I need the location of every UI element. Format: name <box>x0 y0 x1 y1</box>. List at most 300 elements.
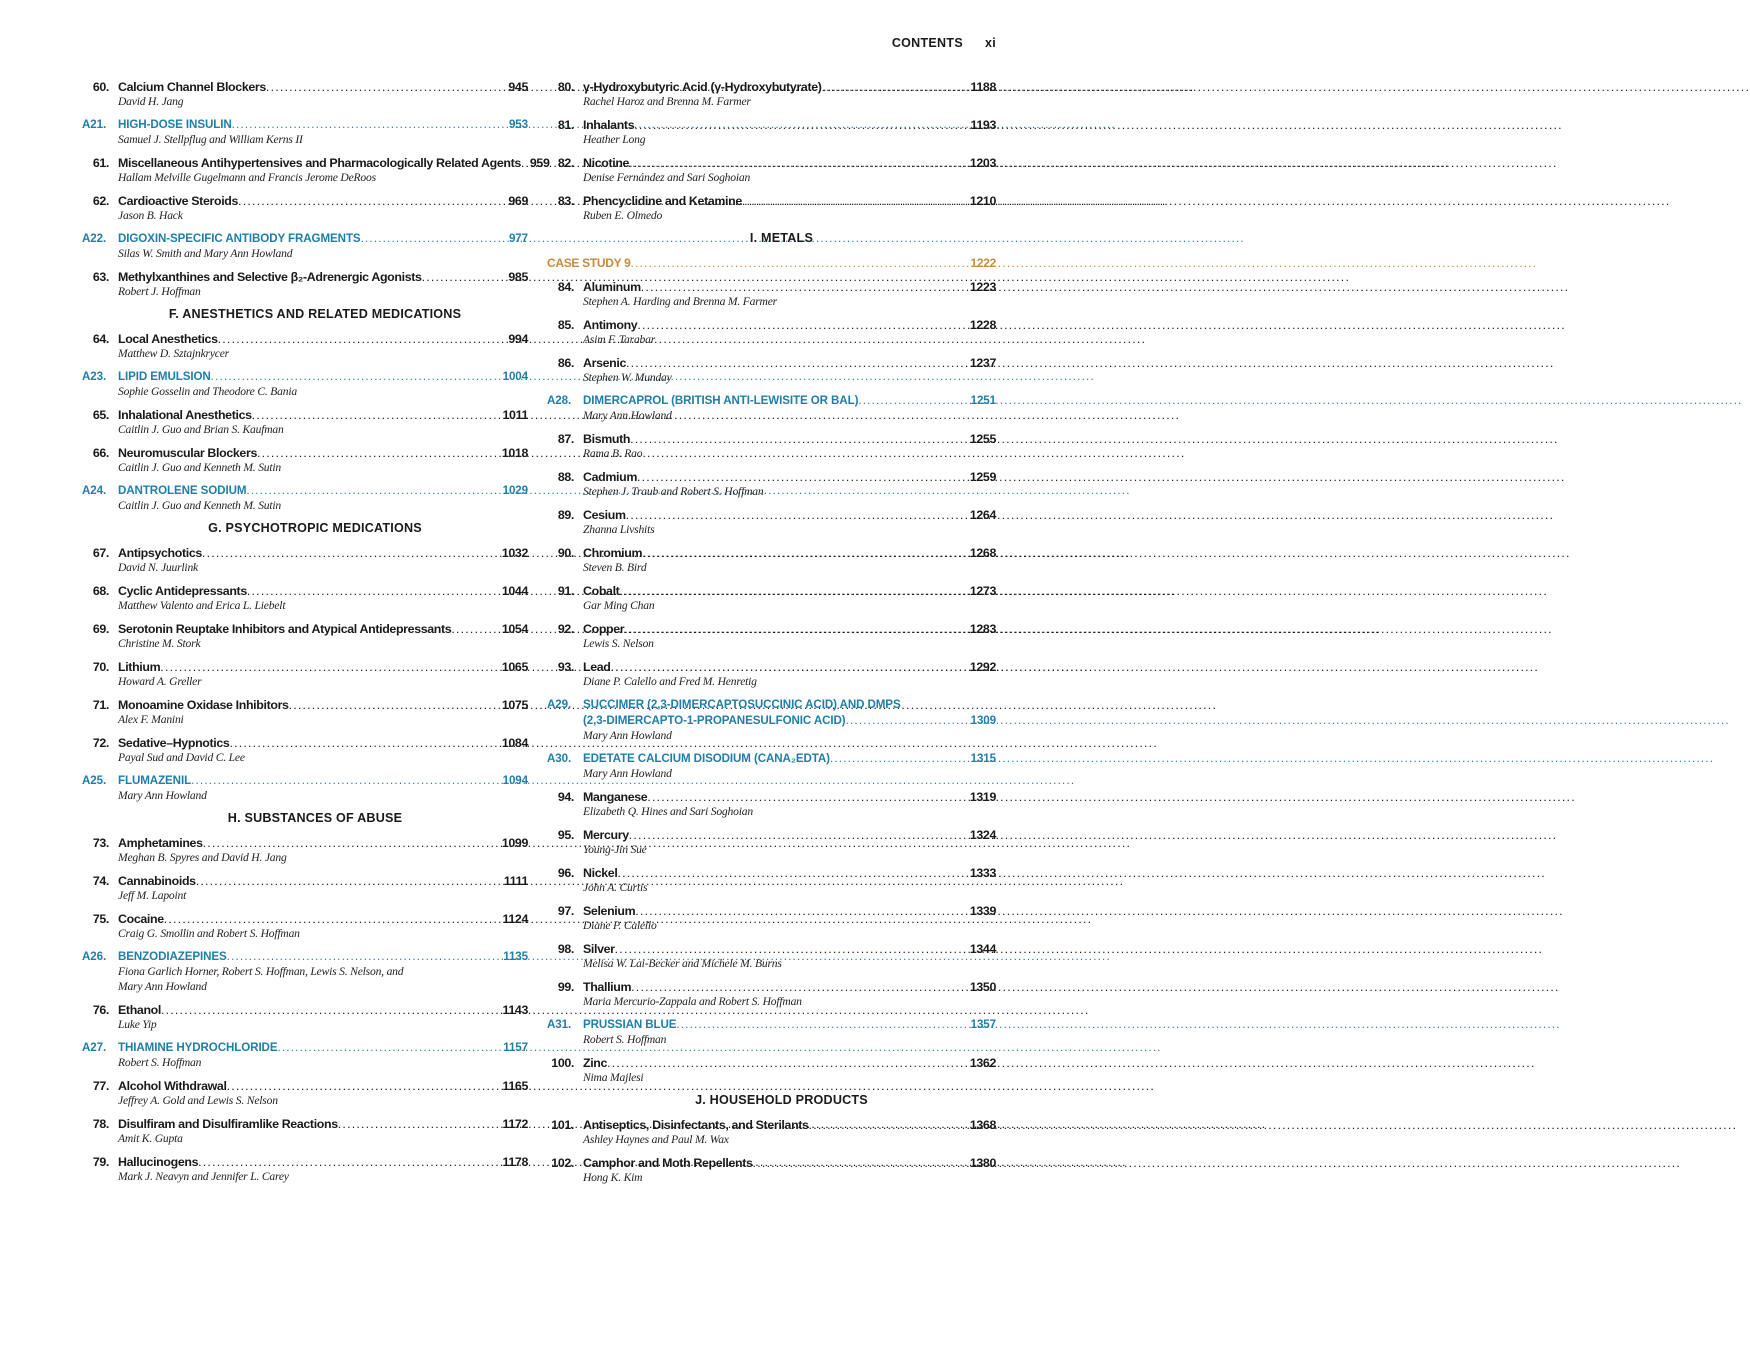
chapter-number: 60. <box>92 80 109 94</box>
chapter-title: Lithium <box>118 660 161 674</box>
toc-entry-line <box>547 1117 996 1133</box>
chapter-authors <box>583 881 996 896</box>
toc-chapter-entry[interactable] <box>82 659 528 690</box>
toc-entry-line <box>547 1055 996 1071</box>
page-number-ref: 959 <box>529 156 550 170</box>
leader-dots <box>338 1116 502 1132</box>
toc-antidote-entry[interactable] <box>547 751 996 782</box>
chapter-title: Mercury <box>583 827 629 842</box>
toc-antidote-entry[interactable] <box>82 773 528 804</box>
author-line: Maria Mercurio-Zappala and Robert S. Hoffman <box>583 994 802 1008</box>
chapter-title: Cadmium <box>583 469 638 484</box>
toc-entry-line <box>82 697 528 713</box>
toc-entry-line <box>82 949 528 965</box>
chapter-authors <box>583 767 996 782</box>
author-line: Diane P. Calello <box>583 918 657 932</box>
chapter-title: PRUSSIAN BLUE <box>583 1017 677 1031</box>
author-line: Robert S. Hoffman <box>583 1032 667 1046</box>
toc-entry-line <box>82 835 528 851</box>
page-number-ref: 1344 <box>969 941 996 956</box>
chapter-authors <box>118 385 528 400</box>
chapter-number: A24. <box>82 484 107 497</box>
author-line: Craig G. Smollin and Robert S. Hoffman <box>118 927 300 940</box>
chapter-authors <box>118 599 528 614</box>
chapter-authors <box>118 247 528 262</box>
chapter-number: A31. <box>547 1017 572 1031</box>
section-heading: G. PSYCHOTROPIC MEDICATIONS <box>208 521 422 535</box>
page-number-ref: 1135 <box>503 950 528 963</box>
toc-entry-line <box>82 369 528 385</box>
author-line: Steven B. Bird <box>583 560 647 574</box>
toc-entry-line <box>547 979 996 995</box>
chapter-authors <box>583 333 996 348</box>
page-number-ref: 1339 <box>969 903 996 918</box>
toc-chapter-entry[interactable] <box>82 873 528 904</box>
leader-dots <box>218 331 508 347</box>
toc-entry-line <box>547 789 996 805</box>
toc-entry-line <box>82 735 528 751</box>
toc-entry-line <box>547 621 996 637</box>
author-line: Amit K. Gupta <box>118 1131 183 1145</box>
toc-antidote-entry[interactable] <box>82 369 528 400</box>
toc-entry-line <box>583 713 996 729</box>
toc-case-study[interactable] <box>547 255 996 271</box>
toc-chapter-entry[interactable] <box>547 507 996 538</box>
leader-dots <box>227 949 503 965</box>
chapter-number: 79. <box>92 1154 109 1169</box>
toc-antidote-entry[interactable] <box>547 1017 996 1048</box>
chapter-authors <box>583 637 996 652</box>
leader-dots <box>642 545 969 561</box>
chapter-title: Cesium <box>583 507 626 522</box>
chapter-number: 74. <box>92 874 109 888</box>
leader-dots <box>247 583 501 599</box>
toc-chapter-entry[interactable] <box>547 117 996 148</box>
toc-chapter-entry[interactable] <box>547 1117 996 1148</box>
author-line: Young-Jin Sue <box>583 842 647 856</box>
page-number-ref: 1264 <box>969 507 996 522</box>
chapter-title: Disulfiram and Disulfiramlike Reactions <box>118 1116 338 1131</box>
toc-entry-line <box>547 827 996 843</box>
chapter-authors <box>118 789 528 804</box>
chapter-title: Thallium <box>583 979 632 994</box>
toc-chapter-entry[interactable] <box>547 317 996 348</box>
toc-antidote-entry[interactable] <box>82 483 528 514</box>
toc-chapter-entry[interactable] <box>547 193 996 224</box>
chapter-number: 96. <box>557 865 574 880</box>
chapter-authors <box>118 889 528 904</box>
chapter-title: Local Anesthetics <box>118 332 218 346</box>
section-heading: F. ANESTHETICS AND RELATED MEDICATIONS <box>168 307 462 321</box>
chapter-number: 99. <box>557 979 574 994</box>
toc-chapter-entry[interactable] <box>82 1116 528 1147</box>
leader-dots <box>211 369 502 385</box>
toc-entry-line <box>547 583 996 599</box>
chapter-number: 89. <box>557 507 574 522</box>
toc-chapter-entry[interactable] <box>82 835 528 866</box>
author-line: Heather Long <box>583 133 646 146</box>
page-number-ref: 1362 <box>969 1055 996 1070</box>
leader-dots <box>641 279 969 295</box>
chapter-authors <box>583 805 996 820</box>
chapter-authors <box>118 1170 528 1185</box>
leader-dots <box>252 407 502 423</box>
author-line: Rama B. Rao <box>583 446 643 460</box>
toc-chapter-entry[interactable] <box>547 659 996 690</box>
page-number-ref: 945 <box>508 80 528 94</box>
chapter-authors <box>583 209 996 224</box>
chapter-title: Phencyclidine and Ketamine <box>583 194 742 208</box>
chapter-authors <box>118 1018 528 1033</box>
chapter-authors <box>118 965 528 994</box>
chapter-number: A23. <box>82 370 107 383</box>
leader-dots <box>196 873 503 889</box>
toc-entry-line <box>82 911 528 927</box>
chapter-title: THIAMINE HYDROCHLORIDE <box>118 1040 278 1054</box>
leader-dots <box>246 483 501 499</box>
chapter-title: Bismuth <box>583 431 631 446</box>
chapter-number: 71. <box>92 698 109 712</box>
chapter-title: Alcohol Withdrawal <box>118 1078 227 1093</box>
leader-dots <box>202 545 501 561</box>
toc-left-column <box>82 79 550 1192</box>
page-number-ref: 1228 <box>969 317 996 332</box>
toc-entry-line <box>547 865 996 881</box>
toc-entry-line <box>547 393 996 409</box>
chapter-authors <box>118 347 528 362</box>
chapter-authors <box>118 751 528 766</box>
author-line: Rachel Haroz and Brenna M. Farmer <box>583 95 751 108</box>
author-line: Alex F. Manini <box>118 713 184 726</box>
chapter-title: CASE STUDY 9 <box>547 256 631 270</box>
chapter-authors <box>118 927 528 942</box>
toc-chapter-entry[interactable] <box>547 583 996 614</box>
leader-dots <box>629 827 969 843</box>
chapter-number: A22. <box>82 232 107 245</box>
toc-chapter-entry[interactable] <box>82 445 528 476</box>
page-number-ref: 1251 <box>970 393 996 407</box>
page-number-ref: 1259 <box>969 469 996 484</box>
chapter-title: Aluminum <box>583 279 641 294</box>
toc-chapter-entry[interactable] <box>547 621 996 652</box>
toc-chapter-entry[interactable] <box>547 279 996 310</box>
page-number-ref: 1333 <box>969 865 996 880</box>
page-number-ref: 1172 <box>502 1116 528 1131</box>
chapter-number: 75. <box>92 912 109 926</box>
author-line: Denise Fernández and Sari Soghoian <box>583 171 751 184</box>
chapter-title: BENZODIAZEPINES <box>118 950 227 963</box>
toc-chapter-entry[interactable] <box>82 735 528 766</box>
toc-chapter-entry[interactable] <box>82 331 528 362</box>
toc-entry-line <box>82 1040 528 1056</box>
chapter-title: Chromium <box>583 545 643 560</box>
chapter-number: 84. <box>557 279 574 294</box>
chapter-number: 69. <box>92 622 109 636</box>
chapter-title-continued: (2,3-DIMERCAPTO-1-PROPANESULFONIC ACID) <box>583 713 846 727</box>
toc-chapter-entry[interactable] <box>82 79 528 110</box>
chapter-authors <box>583 371 996 386</box>
running-head <box>892 36 996 50</box>
leader-dots <box>266 79 507 95</box>
chapter-number: 102. <box>551 1155 574 1170</box>
chapter-authors <box>583 561 996 576</box>
toc-chapter-entry[interactable] <box>82 911 528 942</box>
author-line: Stephen J. Traub and Robert S. Hoffman <box>583 484 764 498</box>
toc-chapter-entry[interactable] <box>547 827 996 858</box>
chapter-title: HIGH-DOSE INSULIN <box>118 118 232 131</box>
toc-entry-line <box>82 1154 528 1170</box>
chapter-authors <box>583 523 996 538</box>
chapter-authors <box>583 171 996 186</box>
chapter-title: Cobalt <box>583 583 620 598</box>
chapter-title: Antimony <box>583 317 638 332</box>
page-number-ref: 1111 <box>503 874 528 888</box>
author-line: Melisa W. Lai-Becker and Michele M. Burns <box>583 956 782 970</box>
chapter-number: 70. <box>92 660 109 674</box>
toc-chapter-entry[interactable] <box>547 979 996 1010</box>
leader-dots <box>626 507 969 523</box>
chapter-title: Antipsychotics <box>118 546 202 560</box>
chapter-number: 100. <box>551 1055 574 1070</box>
chapter-number: 97. <box>557 903 574 918</box>
leader-dots <box>753 1155 969 1171</box>
page-number-ref: 969 <box>508 194 528 208</box>
toc-chapter-entry[interactable] <box>547 1055 996 1086</box>
toc-chapter-entry[interactable] <box>82 545 528 576</box>
chapter-number: 87. <box>557 431 574 446</box>
author-line: Gar Ming Chan <box>583 598 655 612</box>
chapter-authors <box>118 637 528 652</box>
toc-chapter-entry[interactable] <box>82 1002 528 1033</box>
chapter-authors <box>583 485 996 500</box>
toc-entry-line <box>547 79 996 95</box>
leader-dots <box>361 231 508 247</box>
toc-entry-line <box>547 193 996 209</box>
chapter-authors <box>583 599 996 614</box>
toc-entry-line <box>82 545 528 561</box>
author-line: Robert S. Hoffman <box>118 1055 202 1069</box>
author-line: Diane P. Calello and Fred M. Henretig <box>583 674 757 688</box>
author-line: Ashley Haynes and Paul M. Wax <box>583 1132 729 1146</box>
leader-dots <box>160 659 501 675</box>
page-number-ref: 1054 <box>501 622 528 636</box>
chapter-authors <box>118 171 528 186</box>
author-line: Mary Ann Howland <box>118 979 207 993</box>
chapter-title: Neuromuscular Blockers <box>118 446 257 460</box>
page-number-ref: 1324 <box>969 827 996 842</box>
page-number-ref: 1018 <box>501 446 528 460</box>
toc-antidote-entry[interactable] <box>82 117 528 148</box>
toc-chapter-entry[interactable] <box>82 621 528 652</box>
toc-chapter-entry[interactable] <box>82 269 528 300</box>
toc-antidote-entry[interactable] <box>547 393 996 424</box>
chapter-title: Nickel <box>583 865 618 880</box>
toc-antidote-entry[interactable] <box>82 949 528 994</box>
author-line: Payal Sud and David C. Lee <box>118 751 245 764</box>
toc-entry-line <box>82 1002 528 1018</box>
page-number-ref: 1357 <box>970 1017 996 1031</box>
toc-chapter-entry[interactable] <box>82 1078 528 1109</box>
chapter-number: 64. <box>92 332 109 346</box>
page-number-ref: 1157 <box>503 1040 528 1054</box>
toc-chapter-entry[interactable] <box>82 583 528 614</box>
page-number-ref: 953 <box>508 118 528 131</box>
leader-dots <box>191 773 502 789</box>
toc-entry-line <box>547 255 996 271</box>
chapter-title: Silver <box>583 941 615 956</box>
page-number-ref: 1094 <box>502 774 528 787</box>
author-line: Sophie Gosselin and Theodore C. Bania <box>118 385 297 398</box>
page-number-ref: 1011 <box>502 408 528 422</box>
leader-dots <box>846 713 970 729</box>
page-number-ref: 985 <box>508 270 528 284</box>
chapter-authors <box>118 713 528 728</box>
toc-entry-line <box>547 1155 996 1171</box>
author-line: Mary Ann Howland <box>118 789 207 802</box>
toc-chapter-entry[interactable] <box>547 903 996 934</box>
chapter-title: γ-Hydroxybutyric Acid (γ-Hydroxybutyrate) <box>583 80 822 94</box>
chapter-number: A30. <box>547 751 572 765</box>
toc-entry-line <box>82 117 528 133</box>
toc-entry-line <box>82 1078 528 1094</box>
chapter-number: 86. <box>557 355 574 370</box>
toc-chapter-entry[interactable] <box>547 789 996 820</box>
chapter-title: Monoamine Oxidase Inhibitors <box>118 698 289 712</box>
toc-antidote-entry[interactable] <box>547 697 996 744</box>
page-number-ref: 1065 <box>501 660 528 674</box>
page-number-ref: 1273 <box>969 583 996 598</box>
toc-chapter-entry[interactable] <box>547 431 996 462</box>
page-number-ref: 1309 <box>970 713 996 727</box>
chapter-title: Nicotine <box>583 156 630 170</box>
chapter-title: Serotonin Reuptake Inhibitors and Atypical Antidepressants <box>118 622 452 636</box>
toc-antidote-entry[interactable] <box>82 231 528 262</box>
page-number-ref: 1268 <box>969 545 996 560</box>
page-number: xi <box>984 36 996 50</box>
chapter-number: 68. <box>92 584 109 598</box>
page-number-ref: 1203 <box>969 156 996 170</box>
author-line: Howard A. Greller <box>118 675 202 688</box>
toc-antidote-entry[interactable] <box>82 1040 528 1071</box>
leader-dots <box>631 255 970 271</box>
toc-chapter-entry[interactable] <box>547 865 996 896</box>
leader-dots <box>451 621 500 637</box>
toc-chapter-entry[interactable] <box>547 1155 996 1186</box>
chapter-number: 88. <box>557 469 574 484</box>
chapter-authors <box>583 919 996 934</box>
leader-dots <box>634 117 969 133</box>
chapter-title: Amphetamines <box>118 836 203 850</box>
page-number-ref: 1029 <box>502 484 528 497</box>
chapter-title: Arsenic <box>583 355 627 370</box>
running-head-section: CONTENTS <box>891 36 963 50</box>
leader-dots <box>289 697 501 713</box>
chapter-title: Calcium Channel Blockers <box>118 80 266 94</box>
author-line: Lewis S. Nelson <box>583 636 654 650</box>
chapter-title: Antiseptics, Disinfectants, and Sterilants <box>583 1117 809 1132</box>
author-line: Elizabeth Q. Hines and Sari Soghoian <box>583 804 753 818</box>
toc-chapter-entry[interactable] <box>547 469 996 500</box>
chapter-title: Zinc <box>583 1055 608 1070</box>
page-number-ref: 1032 <box>501 546 528 560</box>
toc-chapter-entry[interactable] <box>82 155 550 186</box>
leader-dots <box>164 911 502 927</box>
toc-chapter-entry[interactable] <box>547 155 996 186</box>
leader-dots <box>637 469 969 485</box>
leader-dots <box>257 445 501 461</box>
chapter-number: 95. <box>557 827 574 842</box>
author-line: Meghan B. Spyres and David H. Jang <box>118 851 287 864</box>
toc-chapter-entry[interactable] <box>547 79 996 110</box>
page-number-ref: 1044 <box>501 584 528 598</box>
author-line: Ruben E. Olmedo <box>583 209 663 222</box>
toc-chapter-entry[interactable] <box>82 697 528 728</box>
author-line: Caitlin J. Guo and Kenneth M. Sutin <box>118 499 282 512</box>
author-line: David N. Juurlink <box>118 561 198 574</box>
toc-entry-line <box>82 483 528 499</box>
toc-entry-line <box>547 317 996 333</box>
leader-dots <box>629 155 969 171</box>
leader-dots <box>830 751 970 767</box>
toc-entry-line <box>547 697 996 713</box>
toc-chapter-entry[interactable] <box>547 941 996 972</box>
chapter-number: 67. <box>92 546 109 560</box>
chapter-title: FLUMAZENIL <box>118 774 192 787</box>
author-line: Hong K. Kim <box>583 1170 643 1184</box>
page-number-ref: 1237 <box>969 355 996 370</box>
chapter-authors <box>583 409 996 424</box>
chapter-title: Cocaine <box>118 912 164 926</box>
chapter-authors <box>583 133 996 148</box>
chapter-number: A21. <box>82 118 107 131</box>
toc-chapter-entry[interactable] <box>82 407 528 438</box>
chapter-title: Ethanol <box>118 1002 161 1017</box>
toc-chapter-entry[interactable] <box>82 1154 528 1185</box>
chapter-number: 77. <box>92 1078 109 1093</box>
leader-dots <box>203 835 501 851</box>
chapter-authors <box>583 729 996 744</box>
chapter-number: 62. <box>92 194 109 208</box>
toc-chapter-entry[interactable] <box>82 193 528 224</box>
author-line: Mary Ann Howland <box>583 408 672 422</box>
chapter-number: 90. <box>557 545 574 560</box>
chapter-title: Inhalants <box>583 118 635 132</box>
leader-dots <box>422 269 508 285</box>
toc-chapter-entry[interactable] <box>547 355 996 386</box>
chapter-authors <box>118 95 528 110</box>
page-number-ref: 1143 <box>502 1002 528 1017</box>
chapter-authors <box>583 1171 996 1186</box>
chapter-title: Manganese <box>583 789 648 804</box>
toc-entry-line <box>82 583 528 599</box>
toc-entry-line <box>82 873 528 889</box>
leader-dots <box>238 193 507 209</box>
author-line: Jason B. Hack <box>118 209 183 222</box>
author-line: Jeff M. Lapoint <box>118 889 187 902</box>
chapter-title: Cyclic Antidepressants <box>118 584 247 598</box>
chapter-title: Lead <box>583 659 611 674</box>
leader-dots <box>615 941 969 957</box>
chapter-authors <box>583 843 996 858</box>
toc-entry-line <box>82 407 528 423</box>
page-number-ref: 1178 <box>502 1154 528 1169</box>
author-line: Fiona Garlich Horner, Robert S. Hoffman, Lewis S. Nelson, and <box>118 965 404 978</box>
page-number-ref: 1222 <box>970 256 996 270</box>
toc-entry-line <box>547 903 996 919</box>
toc-chapter-entry[interactable] <box>547 545 996 576</box>
chapter-authors <box>583 1133 996 1148</box>
leader-dots <box>809 1117 969 1133</box>
